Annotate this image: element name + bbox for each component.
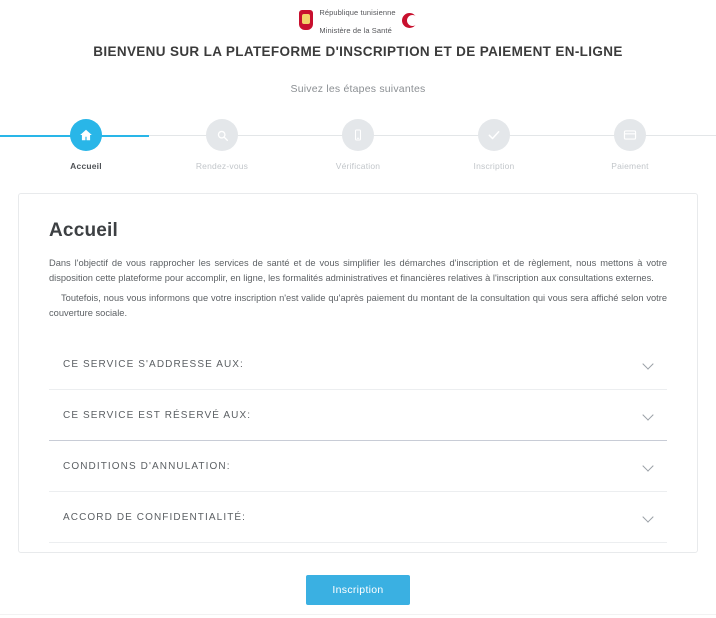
step-label-rendez-vous: Rendez-vous: [195, 161, 249, 171]
chevron-down-icon[interactable]: [643, 409, 655, 421]
home-icon: [70, 119, 102, 151]
step-label-inscription: Inscription: [473, 161, 515, 171]
chevron-down-icon[interactable]: [643, 460, 655, 472]
page-header: [0, 0, 716, 95]
inscription-button[interactable]: Inscription: [306, 575, 409, 605]
accordion-label-confidentiality: ACCORD DE CONFIDENTIALITÉ:: [63, 511, 247, 523]
step-rendez-vous[interactable]: [172, 113, 272, 171]
red-crescent-icon: [402, 13, 417, 28]
credit-card-icon: [614, 119, 646, 151]
page-subtitle: Suivez les étapes suivantes: [290, 83, 426, 95]
step-label-accueil: Accueil: [70, 161, 102, 171]
card-title: Accueil: [49, 220, 118, 241]
mobile-icon: [342, 119, 374, 151]
page-title: BIENVENU SUR LA PLATEFORME D'INSCRIPTION ET DE PAIEMENT EN-LIGNE: [93, 44, 623, 59]
ministry-brand: [0, 6, 716, 34]
progress-stepper: [0, 113, 716, 185]
accordion-item-confidentiality[interactable]: [49, 492, 667, 543]
card-footer: [0, 575, 716, 605]
chevron-down-icon[interactable]: [643, 358, 655, 370]
ministry-line2: Ministère de la Santé: [319, 26, 392, 35]
accordion-label-reserved: CE SERVICE EST RÉSERVÉ AUX:: [63, 409, 252, 421]
chevron-down-icon[interactable]: [643, 511, 655, 523]
card-paragraph-2: Toutefois, nous vous informons que votre inscription n'est valide qu'après paiement du montant de la consultation qui vous sera affiché selon votre couverture sociale.: [49, 292, 667, 318]
step-label-paiement: Paiement: [611, 161, 649, 171]
step-inscription[interactable]: [444, 113, 544, 171]
accueil-card: [18, 193, 698, 553]
step-accueil[interactable]: [36, 113, 136, 171]
accordion-label-audience: CE SERVICE S'ADDRESSE AUX:: [63, 358, 244, 370]
step-label-verification: Vérification: [335, 161, 381, 171]
accordion-item-audience[interactable]: [49, 339, 667, 390]
search-icon: [206, 119, 238, 151]
ministry-line1: République tunisienne: [319, 7, 396, 17]
info-accordion: [49, 339, 667, 543]
accordion-label-cancellation: CONDITIONS D'ANNULATION:: [63, 460, 231, 472]
bottom-strip: [0, 614, 716, 618]
step-verification[interactable]: [308, 113, 408, 171]
accordion-item-reserved[interactable]: [49, 390, 667, 441]
card-description: [49, 256, 667, 321]
check-icon: [478, 119, 510, 151]
step-paiement[interactable]: [580, 113, 680, 171]
card-paragraph-1: Dans l'objectif de vous rapprocher les services de santé et de vous simplifier les démarches d'inscription et de règlement, nous mettons à votre disposition cette plateforme pour accomplir, en ligne, les formalités administratives et financières relatives à l'inscription aux consultations externes.: [49, 258, 667, 284]
tunisia-emblem-icon: [299, 10, 313, 30]
accordion-item-cancellation[interactable]: [49, 441, 667, 492]
ministry-text: [319, 2, 395, 39]
